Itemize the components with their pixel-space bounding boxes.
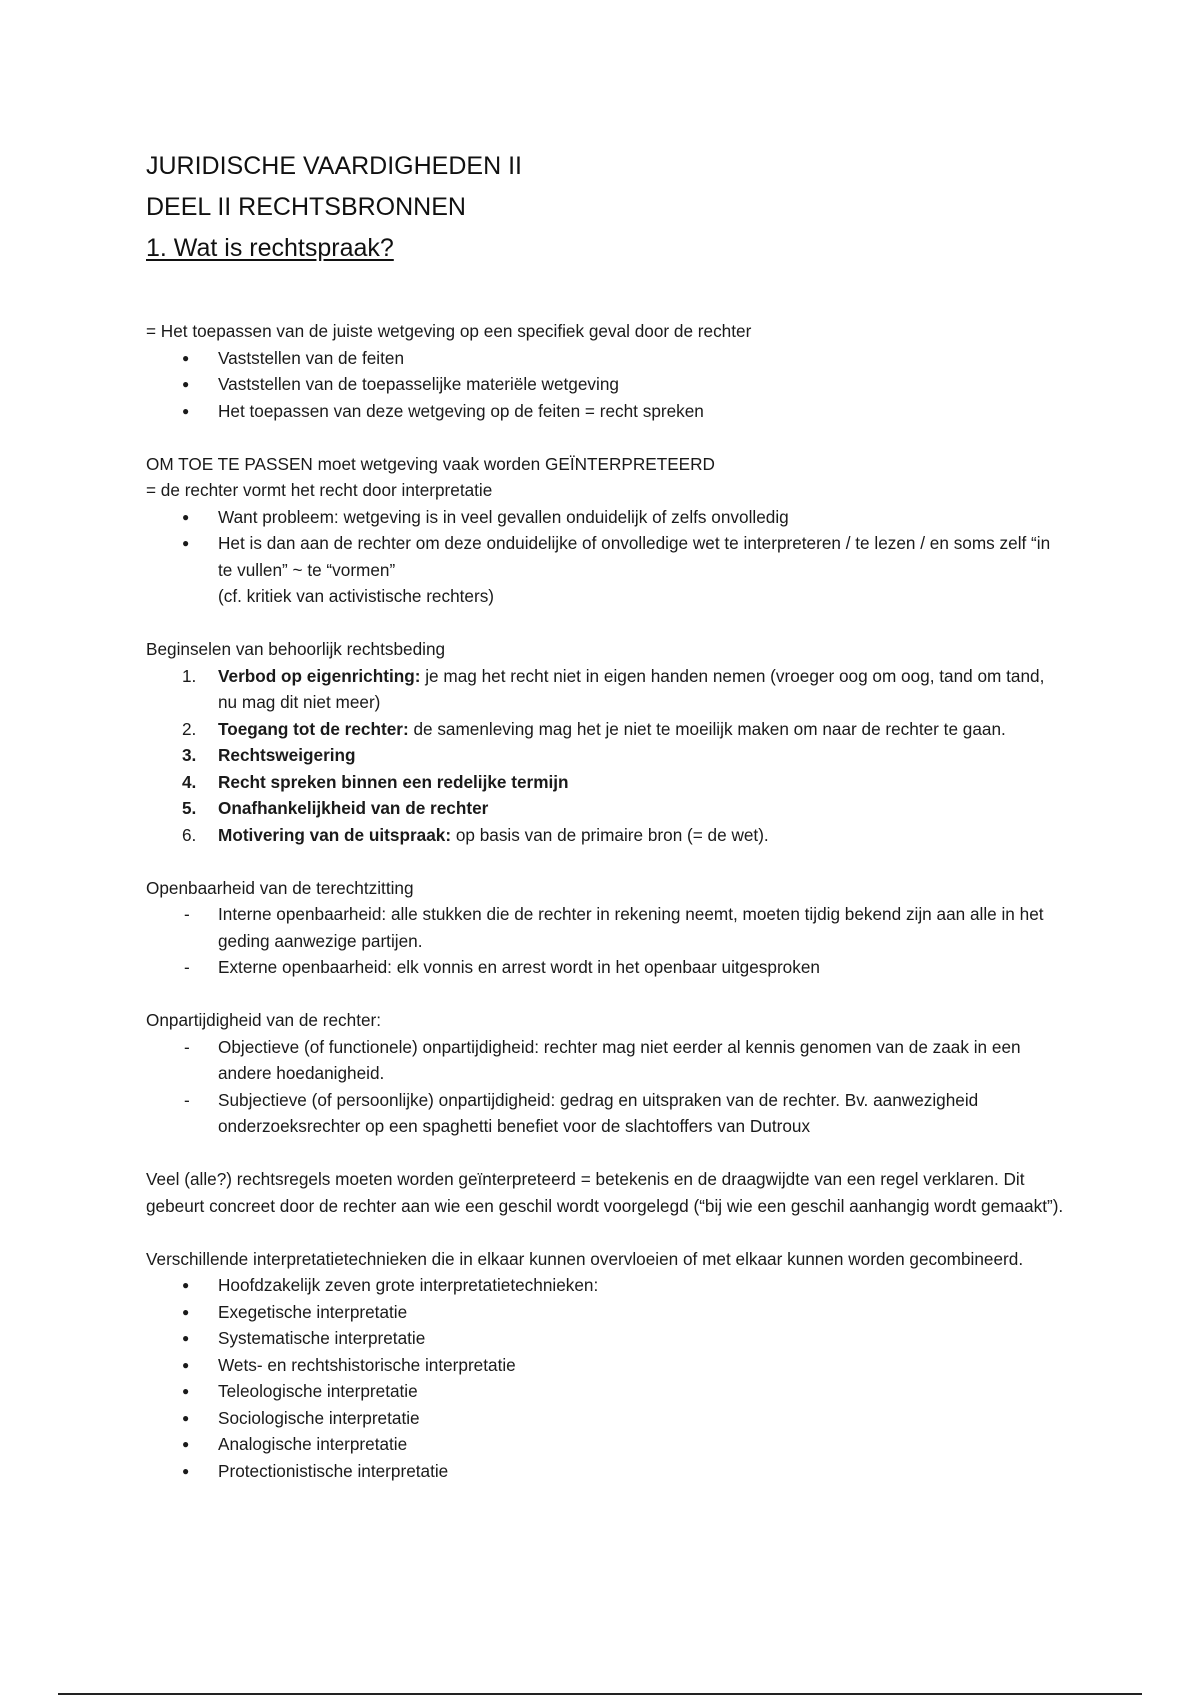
interpretation-note: (cf. kritiek van activistische rechters) — [218, 586, 495, 606]
list-item: - Interne openbaarheid: alle stukken die de rechter in rekening neemt, moeten tijdig bekend zijn aan alle in het geding aanwezige partijen. — [146, 901, 1066, 954]
principle-item — [146, 795, 1066, 822]
principle-number: 3. — [182, 745, 197, 765]
principle-bold: Toegang tot de rechter: — [218, 718, 409, 739]
list-item: ● Exegetische interpretatie — [146, 1299, 1066, 1326]
course-title: JURIDISCHE VAARDIGHEDEN II — [146, 152, 522, 180]
list-item: ● Vaststellen van de feiten — [146, 345, 1066, 372]
definition-section — [146, 318, 1066, 1484]
principle-text: op basis van de primaire bron (= de wet). — [451, 824, 769, 845]
impartiality-list — [146, 1034, 1066, 1140]
list-item: ● Wets- en rechtshistorische interpretatie — [146, 1352, 1066, 1379]
principle-item — [146, 716, 1066, 743]
techniques-list — [146, 1272, 1066, 1484]
list-item: ● Analogische interpretatie — [146, 1431, 1066, 1458]
principles-heading: Beginselen van behoorlijk rechtsbeding — [146, 639, 446, 659]
principle-number: 5. — [182, 798, 197, 818]
list-item: - Subjectieve (of persoonlijke) onpartijdigheid: gedrag en uitspraken van de rechter. Bv. aanwezigheid onderzoeksrechter op een spaghetti benefiet voor de slachtoffers van Dutroux — [146, 1087, 1066, 1140]
principle-number: 1. — [182, 665, 197, 686]
principle-bold: Recht spreken binnen een redelijke termijn — [218, 771, 569, 792]
techniques-intro: Verschillende interpretatietechnieken die in elkaar kunnen overvloeien of met elkaar kunnen worden gecombineerd. — [146, 1248, 1024, 1269]
interpretation-line-2: = de rechter vormt het recht door interpretatie — [146, 480, 493, 500]
definition-list — [146, 345, 1066, 425]
principle-bold: Verbod op eigenrichting: — [218, 665, 421, 686]
list-item-text: Het is dan aan de rechter om deze onduidelijke of onvolledige wet te interpreteren / te lezen / en soms zelf “in te vullen” ~ te “vormen” — [218, 533, 1051, 580]
principle-item — [146, 822, 1066, 849]
list-item — [146, 530, 1066, 610]
list-item: - Objectieve (of functionele) onpartijdigheid: rechter mag niet eerder al kennis genomen van de zaak in een andere hoedanigheid. — [146, 1034, 1066, 1087]
principle-item — [146, 769, 1066, 796]
impartiality-heading: Onpartijdigheid van de rechter: — [146, 1010, 382, 1030]
principle-bold: Rechtsweigering — [218, 745, 356, 765]
list-item: ● Systematische interpretatie — [146, 1325, 1066, 1352]
principle-item — [146, 742, 1066, 769]
list-item: ● Protectionistische interpretatie — [146, 1458, 1066, 1485]
list-item: ● Het toepassen van deze wetgeving op de feiten = recht spreken — [146, 398, 1066, 425]
document-page — [146, 146, 1066, 1484]
principle-number: 4. — [182, 771, 197, 792]
principle-text: je mag het recht niet in eigen handen nemen (vroeger oog om oog, tand om tand, nu mag dit niet meer) — [218, 665, 1045, 712]
principle-item — [146, 663, 1066, 716]
principle-number: 2. — [182, 718, 197, 739]
principle-text: de samenleving mag het je niet te moeilijk maken om naar de rechter te gaan. — [408, 718, 1006, 739]
definition-intro: = Het toepassen van de juiste wetgeving op een specifiek geval door de rechter — [146, 321, 752, 341]
publicity-list — [146, 901, 1066, 981]
part-title: DEEL II RECHTSBRONNEN — [146, 193, 466, 221]
list-item: ● Hoofdzakelijk zeven grote interpretatietechnieken: — [146, 1272, 1066, 1299]
publicity-heading: Openbaarheid van de terechtzitting — [146, 877, 414, 898]
principle-number: 6. — [182, 824, 197, 845]
footer-rule — [58, 1693, 1142, 1695]
principle-bold: Onafhankelijkheid van de rechter — [218, 798, 489, 818]
list-item: ● Want probleem: wetgeving is in veel gevallen onduidelijk of zelfs onvolledig — [146, 504, 1066, 531]
principle-bold: Motivering van de uitspraak: — [218, 824, 452, 845]
principles-list — [146, 663, 1066, 849]
interpretation-list — [146, 504, 1066, 610]
list-item: ● Sociologische interpretatie — [146, 1405, 1066, 1432]
list-item: - Externe openbaarheid: elk vonnis en arrest wordt in het openbaar uitgesproken — [146, 954, 1066, 981]
list-item: ● Teleologische interpretatie — [146, 1378, 1066, 1405]
interpretation-line-1: OM TOE TE PASSEN moet wetgeving vaak worden GEÏNTERPRETEERD — [146, 453, 715, 474]
rules-paragraph: Veel (alle?) rechtsregels moeten worden geïnterpreteerd = betekenis en de draagwijdte van een regel verklaren. Dit gebeurt concreet door de rechter aan wie een geschil wordt voorgelegd (“bij wie een geschil aanhangig wordt gemaakt”). — [146, 1169, 1064, 1216]
section-title: 1. Wat is rechtspraak? — [146, 234, 394, 262]
list-item: ● Vaststellen van de toepasselijke materiële wetgeving — [146, 371, 1066, 398]
